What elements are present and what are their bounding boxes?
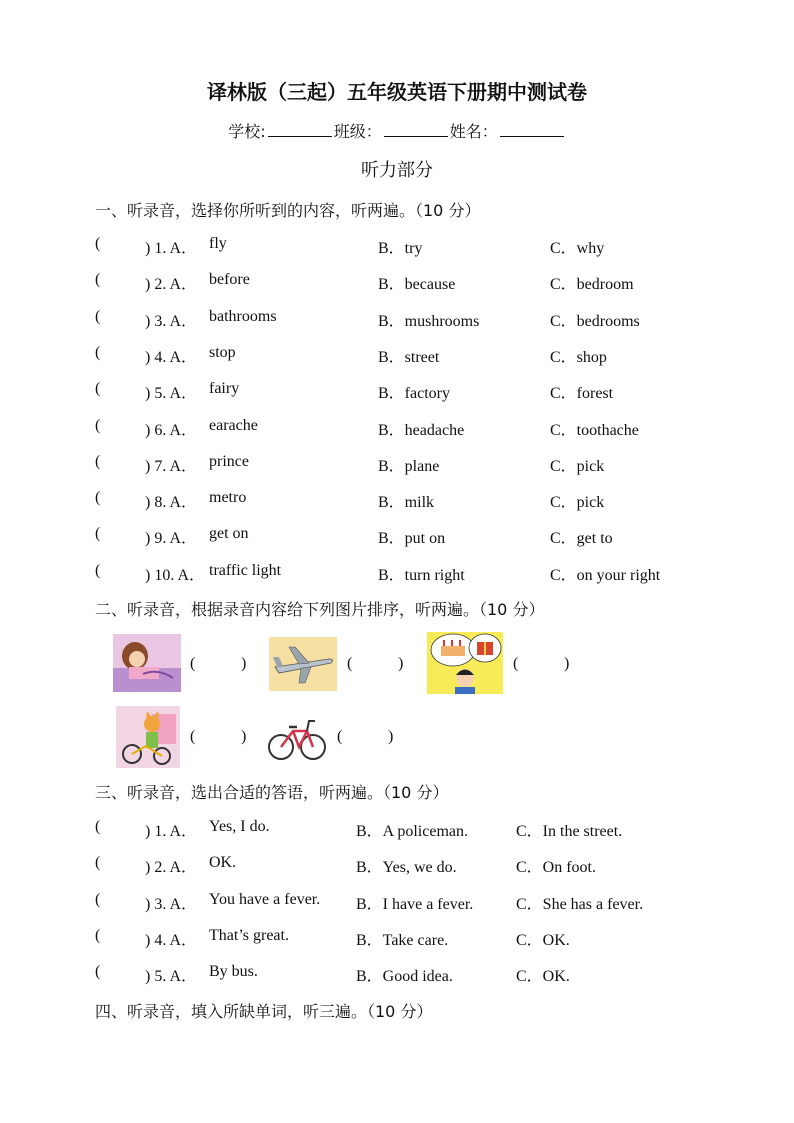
school-blank[interactable]: [268, 122, 332, 137]
option-c[interactable]: C．On foot.: [516, 859, 597, 877]
option-b[interactable]: B．turn right: [378, 566, 465, 584]
answer-paren-open: (: [190, 655, 196, 672]
option-b[interactable]: B．Good idea.: [356, 968, 453, 986]
question-number: ) 2. A．: [145, 276, 198, 294]
option-a[interactable]: That’s great.: [209, 926, 289, 944]
answer-paren-open: (: [337, 728, 343, 745]
option-b[interactable]: B．mushrooms: [378, 312, 480, 330]
question-number: ) 9. A．: [145, 530, 198, 548]
question-number: ) 1. A．: [145, 823, 198, 840]
option-c[interactable]: C．bedroom: [550, 276, 634, 294]
option-a[interactable]: Yes, I do.: [209, 818, 270, 835]
paren-open: (: [95, 963, 101, 981]
class-blank[interactable]: [384, 122, 448, 137]
paren-open: (: [95, 818, 101, 835]
option-c[interactable]: C．why: [550, 240, 605, 257]
school-label: 学校:: [228, 122, 266, 141]
picture-row-2: [0, 704, 794, 774]
option-b[interactable]: B．factory: [378, 385, 450, 403]
option-b[interactable]: B．street: [378, 348, 440, 366]
option-c[interactable]: C．In the street.: [516, 823, 623, 840]
question-number: ) 3. A．: [145, 895, 198, 913]
option-a[interactable]: get on: [209, 525, 249, 543]
paren-open: (: [95, 525, 101, 543]
answer-paren-open: (: [513, 655, 519, 672]
paren-open: (: [95, 489, 101, 507]
option-c[interactable]: C．shop: [550, 348, 607, 366]
paren-open: (: [95, 235, 101, 252]
option-c[interactable]: C．She has a fever.: [516, 895, 644, 913]
question-number: ) 8. A．: [145, 494, 198, 512]
option-c[interactable]: C．OK.: [516, 931, 570, 949]
question-number: ) 2. A．: [145, 859, 198, 877]
option-a[interactable]: earache: [209, 416, 258, 434]
part-title: 听力部分: [361, 160, 433, 181]
question-number: ) 4. A．: [145, 348, 198, 366]
option-c[interactable]: C．on your right: [550, 566, 661, 584]
section3-heading: 三、听录音，选出合适的答语，听两遍。（10 分）: [95, 783, 449, 802]
option-c[interactable]: C．pick: [550, 457, 605, 475]
paren-open: (: [95, 561, 101, 579]
option-b[interactable]: B．plane: [378, 457, 440, 475]
option-b[interactable]: B．headache: [378, 421, 465, 439]
class-label: 班级：: [333, 122, 382, 141]
answer-paren-close: ): [564, 655, 570, 672]
option-a[interactable]: fly: [209, 235, 227, 252]
option-c[interactable]: C．forest: [550, 385, 614, 403]
answer-paren-open: (: [190, 728, 196, 745]
picture-row-1: [0, 632, 794, 702]
sick-girl-in-bed-picture: [113, 634, 181, 692]
option-a[interactable]: By bus.: [209, 963, 258, 981]
option-b[interactable]: B．because: [378, 276, 456, 294]
option-a[interactable]: bathrooms: [209, 307, 277, 325]
birthday-cake-and-gift-picture: [427, 632, 503, 694]
option-b[interactable]: B．A policeman.: [356, 823, 468, 840]
paren-open: (: [95, 380, 101, 398]
question-number: ) 7. A．: [145, 457, 198, 475]
option-b[interactable]: B．put on: [378, 530, 446, 548]
option-b[interactable]: B．I have a fever.: [356, 895, 474, 913]
question-number: ) 6. A．: [145, 421, 198, 439]
name-blank[interactable]: [500, 122, 564, 137]
section1-heading: 一、听录音，选择你所听到的内容，听两遍。（10 分）: [95, 201, 481, 220]
option-a[interactable]: stop: [209, 343, 236, 361]
answer-paren-open: (: [347, 655, 353, 672]
plane-picture: [269, 637, 337, 691]
paren-open: (: [95, 854, 101, 872]
answer-paren-close: ): [241, 655, 247, 672]
section2-heading: 二、听录音，根据录音内容给下列图片排序，听两遍。（10 分）: [95, 600, 545, 619]
option-a[interactable]: metro: [209, 489, 247, 507]
question-number: ) 1. A．: [145, 240, 198, 257]
answer-paren-close: ): [241, 728, 247, 745]
option-a[interactable]: before: [209, 271, 250, 289]
option-a[interactable]: prince: [209, 452, 249, 470]
option-a[interactable]: You have a fever.: [209, 890, 321, 908]
option-a[interactable]: fairy: [209, 380, 240, 398]
option-c[interactable]: C．get to: [550, 530, 613, 548]
answer-paren-close: ): [388, 728, 394, 745]
question-number: ) 10. A．: [145, 566, 206, 584]
name-label: 姓名：: [449, 122, 498, 141]
answer-paren-close: ): [398, 655, 404, 672]
section4-heading: 四、听录音，填入所缺单词，听三遍。（10 分）: [95, 1002, 433, 1021]
cat-on-bike-picture: [116, 706, 180, 768]
option-b[interactable]: B．milk: [378, 494, 435, 512]
question-number: ) 5. A．: [145, 968, 198, 986]
paren-open: (: [95, 271, 101, 289]
question-number: ) 3. A．: [145, 312, 198, 330]
option-b[interactable]: B．try: [378, 240, 423, 257]
paren-open: (: [95, 890, 101, 908]
option-a[interactable]: OK.: [209, 854, 237, 872]
question-number: ) 5. A．: [145, 385, 198, 403]
option-c[interactable]: C．toothache: [550, 421, 639, 439]
paren-open: (: [95, 452, 101, 470]
paren-open: (: [95, 416, 101, 434]
option-a[interactable]: traffic light: [209, 561, 282, 579]
question-number: ) 4. A．: [145, 931, 198, 949]
option-c[interactable]: C．pick: [550, 494, 605, 512]
option-c[interactable]: C．OK.: [516, 968, 570, 986]
option-b[interactable]: B．Take care.: [356, 931, 449, 949]
paren-open: (: [95, 307, 101, 325]
page-title: 译林版（三起）五年级英语下册期中测试卷: [207, 80, 587, 104]
paren-open: (: [95, 343, 101, 361]
student-info: [0, 119, 794, 142]
option-b[interactable]: B．Yes, we do.: [356, 859, 457, 877]
paren-open: (: [95, 926, 101, 944]
option-c[interactable]: C．bedrooms: [550, 312, 640, 330]
bicycle-picture: [267, 709, 327, 765]
